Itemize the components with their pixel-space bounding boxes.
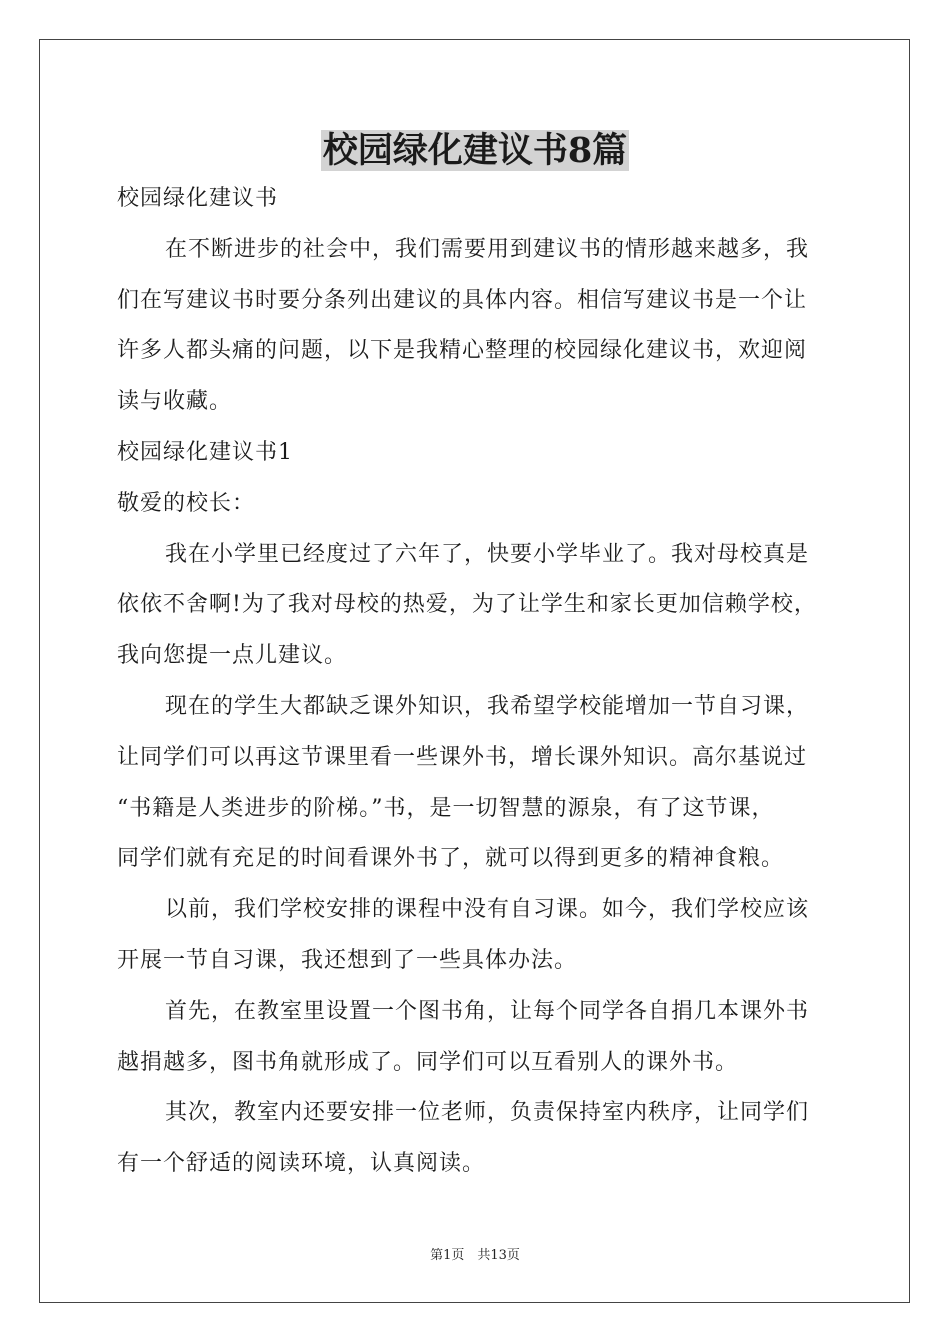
text-line: 依依不舍啊!为了我对母校的热爱，为了让学生和家长更加信赖学校， [117,592,817,618]
text-line: 在不断进步的社会中，我们需要用到建议书的情形越来越多，我 [165,236,810,262]
text-line: 读与收藏。 [117,389,233,415]
text-line: 校园绿化建议书 [117,186,279,211]
page-footer: 第1页 共13页 [430,1248,520,1263]
text-line: 们在写建议书时要分条列出建议的具体内容。相信写建议书是一个让 [117,287,808,313]
text-line: 以前，我们学校安排的课程中没有自习课。如今，我们学校应该 [165,897,810,923]
text-line: 我向您提一点儿建议。 [117,643,348,669]
text-line: 我在小学里已经度过了六年了，快要小学毕业了。我对母校真是 [165,541,810,567]
document-title-text: 校园绿化建议书8篇 [322,130,628,171]
document-title [0,126,950,176]
text-line: 越捐越多，图书角就形成了。同学们可以互看别人的课外书。 [117,1049,739,1075]
text-line: 其次，教室内还要安排一位老师，负责保持室内秩序，让同学们 [165,1100,810,1126]
text-line: 同学们就有充足的时间看课外书了，就可以得到更多的精神食粮。 [117,846,785,872]
text-line: 校园绿化建议书1 [117,439,293,465]
text-line: 敬爱的校长： [117,490,256,516]
text-line: 许多人都头痛的问题，以下是我精心整理的校园绿化建议书，欢迎阅 [117,338,808,364]
document-body [117,174,837,1190]
text-line: 首先，在教室里设置一个图书角，让每个同学各自捐几本课外书 [165,998,810,1024]
text-line: 开展一节自习课，我还想到了一些具体办法。 [117,947,578,973]
text-line: 有一个舒适的阅读环境，认真阅读。 [117,1151,486,1177]
text-line: “书籍是人类进步的阶梯。”书，是一切智慧的源泉，有了这节课， [117,795,775,821]
text-line: 让同学们可以再这节课里看一些课外书，增长课外知识。高尔基说过 [117,744,808,770]
text-line: 现在的学生大都缺乏课外知识，我希望学校能增加一节自习课， [165,693,810,719]
